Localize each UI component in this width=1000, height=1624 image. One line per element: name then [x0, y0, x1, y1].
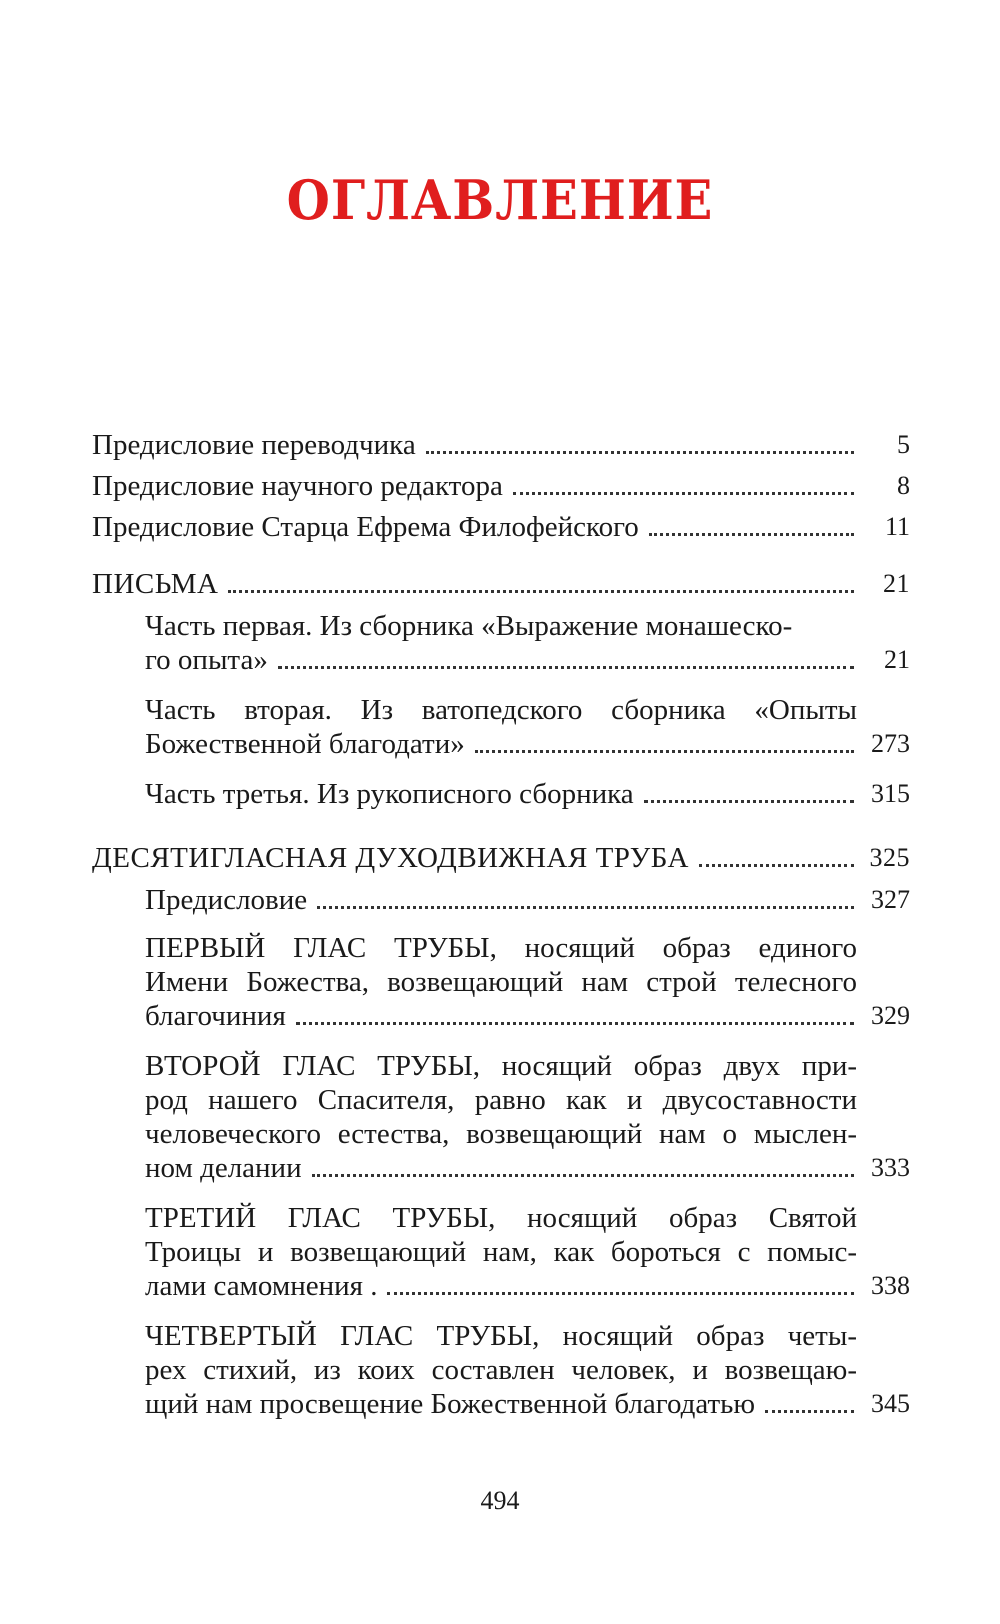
- toc-entry-line: Имени Божества, возвещающий нам строй телесного: [145, 966, 857, 998]
- toc-entry-line: ном делании: [145, 1152, 302, 1184]
- toc-entry-page: 333: [871, 1153, 910, 1182]
- table-of-contents: [92, 428, 910, 1421]
- toc-entry-title: ДЕСЯТИГЛАСНАЯ ДУХОДВИЖНАЯ ТРУБА: [92, 842, 689, 874]
- toc-entry-line: род нашего Спасителя, равно как и двусоставности: [145, 1084, 857, 1116]
- toc-entry-title: Предисловие Старца Ефрема Филофейского: [92, 511, 639, 543]
- dot-leader: [317, 906, 854, 909]
- toc-entry-line: Часть первая. Из сборника «Выражение монашеско-: [145, 610, 793, 642]
- toc-section-letters[interactable]: [92, 567, 910, 601]
- dot-leader: [296, 1022, 854, 1025]
- dot-leader: [475, 750, 854, 753]
- page-title: ОГЛАВЛЕНИЕ: [286, 168, 714, 232]
- toc-entry-line: ЧЕТВЕРТЫЙ ГЛАС ТРУБЫ, носящий образ четы-: [145, 1320, 857, 1352]
- toc-entry-preface[interactable]: [145, 883, 910, 917]
- toc-entry-page: 21: [884, 645, 910, 674]
- dot-leader: [644, 800, 854, 803]
- toc-entry-page: 315: [871, 779, 910, 808]
- toc-entry-line: рех стихий, из коих составлен человек, и возвещаю-: [145, 1354, 857, 1386]
- dot-leader: [513, 492, 854, 495]
- toc-entry-title: Предисловие переводчика: [92, 429, 416, 461]
- dot-leader: [387, 1292, 854, 1295]
- toc-entry-title: Предисловие: [145, 884, 308, 916]
- toc-entry-page: 21: [883, 569, 910, 598]
- toc-entry-line: Божественной благодати»: [145, 728, 465, 760]
- toc-entry-page: 327: [871, 885, 910, 914]
- toc-entry-line: щий нам просвещение Божественной благодатью: [145, 1388, 756, 1420]
- dot-leader: [228, 590, 854, 593]
- toc-entry-part-three[interactable]: [145, 777, 910, 811]
- toc-entry-page: 273: [871, 729, 910, 758]
- toc-entry-part-two[interactable]: [145, 693, 910, 761]
- toc-entry-elder-preface[interactable]: [92, 510, 910, 544]
- toc-entry-part-one[interactable]: [145, 609, 910, 677]
- toc-entry-line: Часть вторая. Из ватопедского сборника «Опыты: [145, 694, 857, 726]
- toc-entry-title: Часть третья. Из рукописного сборника: [145, 778, 634, 810]
- toc-entry-third-voice[interactable]: [145, 1201, 910, 1303]
- dot-leader: [312, 1174, 854, 1177]
- toc-entry-page: 338: [871, 1271, 910, 1300]
- dot-leader: [649, 533, 854, 536]
- dot-leader: [699, 864, 854, 867]
- toc-entry-translator-preface[interactable]: [92, 428, 910, 462]
- toc-entry-title: ПИСЬМА: [92, 568, 219, 600]
- toc-entry-line: Троицы и возвещающий нам, как бороться с помыс-: [145, 1236, 857, 1268]
- toc-entry-page: 329: [871, 1001, 910, 1030]
- toc-entry-line: ПЕРВЫЙ ГЛАС ТРУБЫ, носящий образ единого: [145, 932, 857, 964]
- toc-entry-page: 345: [871, 1389, 910, 1418]
- toc-entry-page: 11: [884, 512, 910, 541]
- toc-entry-title: Предисловие научного редактора: [92, 470, 503, 502]
- toc-entry-page: 325: [869, 843, 910, 872]
- dot-leader: [765, 1410, 854, 1413]
- toc-entry-editor-preface[interactable]: [92, 469, 910, 503]
- toc-entry-line: го опыта»: [145, 644, 268, 676]
- toc-entry-line: человеческого естества, возвещающий нам о мыслен-: [145, 1118, 857, 1150]
- dot-leader: [426, 451, 854, 454]
- toc-entry-page: 8: [897, 471, 910, 500]
- toc-entry-fourth-voice[interactable]: [145, 1319, 910, 1421]
- toc-entry-line: ВТОРОЙ ГЛАС ТРУБЫ, носящий образ двух при-: [145, 1050, 857, 1082]
- page-number: 494: [480, 1486, 520, 1515]
- toc-entry-line: ТРЕТИЙ ГЛАС ТРУБЫ, носящий образ Святой: [145, 1202, 857, 1234]
- toc-entry-first-voice[interactable]: [145, 931, 910, 1033]
- toc-entry-line: лами самомнения .: [145, 1270, 378, 1302]
- dot-leader: [278, 666, 854, 669]
- toc-section-trumpet[interactable]: [92, 841, 910, 875]
- toc-entry-page: 5: [897, 430, 910, 459]
- toc-entry-second-voice[interactable]: [145, 1049, 910, 1185]
- toc-entry-line: благочиния: [145, 1000, 286, 1032]
